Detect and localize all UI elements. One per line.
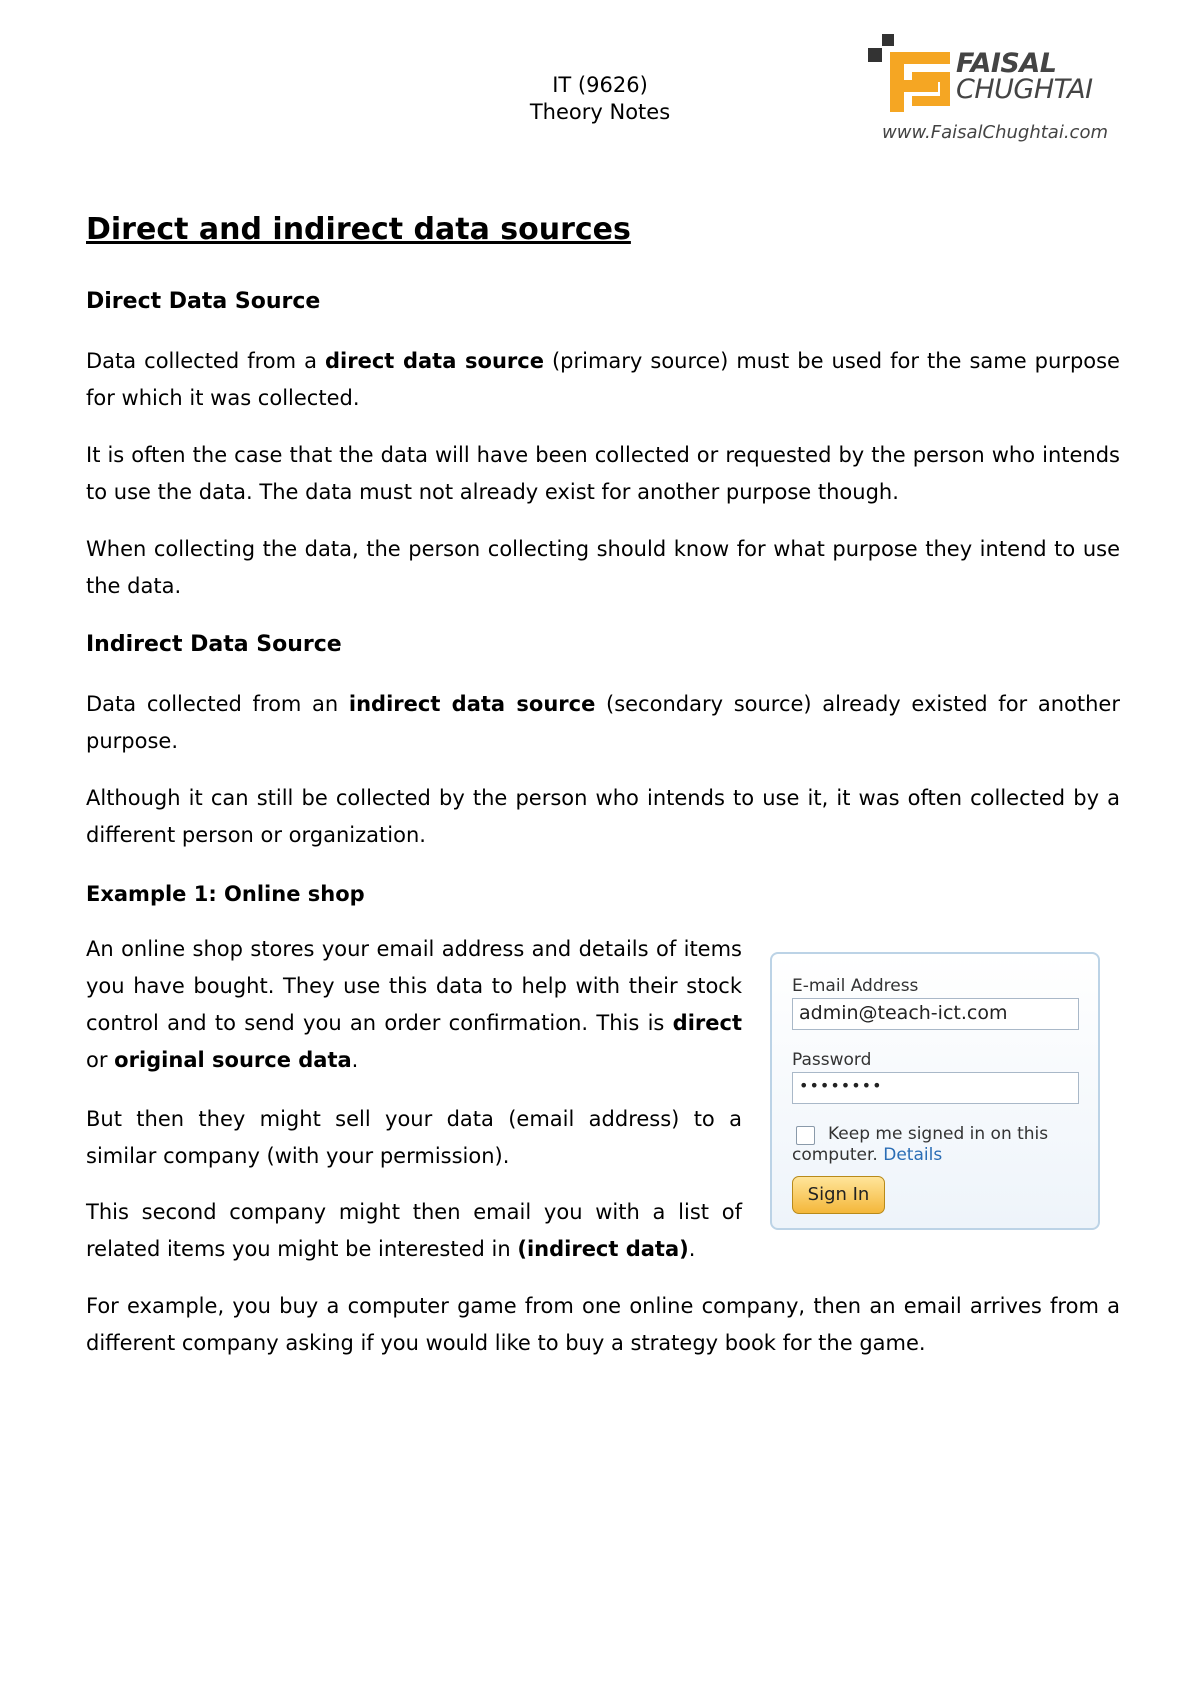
page-title: Direct and indirect data sources xyxy=(86,212,631,247)
text-run: Data collected from a xyxy=(86,349,325,373)
direct-paragraph-3: When collecting the data, the person collecting should know for what purpose they intend to use the data. xyxy=(86,537,1120,598)
notes-subtitle: Theory Notes xyxy=(529,100,671,124)
bold-term: (indirect data) xyxy=(517,1237,689,1261)
faisal-chughtai-logo xyxy=(868,34,1118,144)
logo-name-line1: FAISAL xyxy=(956,48,1057,79)
course-code: IT (9626) xyxy=(552,73,648,97)
sign-in-button[interactable]: Sign In xyxy=(792,1176,885,1214)
direct-paragraph-1 xyxy=(86,343,1120,417)
logo-url: www.FaisalChughtai.com xyxy=(882,122,1109,143)
indirect-paragraph-2: Although it can still be collected by the person who intends to use it, it was often collected by a different person or organization. xyxy=(86,786,1120,847)
text-run: An online shop stores your email address and details of items you have bought. They use this data to help with their stock control and to send you an order confirmation. This is xyxy=(86,937,742,1035)
example-paragraph-2: But then they might sell your data (email address) to a similar company (with your permission). xyxy=(86,1107,742,1168)
example-paragraph-3 xyxy=(86,1194,742,1268)
indirect-heading: Indirect Data Source xyxy=(86,632,342,657)
keep-signed-text: Keep me signed in on this computer. xyxy=(792,1124,1049,1165)
text-run: (primary source) must be used for the same purpose for which it was collected. xyxy=(86,349,1120,410)
indirect-paragraph-1 xyxy=(86,686,1120,760)
password-field[interactable]: •••••••• xyxy=(792,1072,1079,1104)
text-run: (secondary source) already existed for another purpose. xyxy=(86,692,1120,753)
direct-heading: Direct Data Source xyxy=(86,289,321,314)
bold-term: direct data source xyxy=(324,349,544,373)
email-field[interactable]: admin@teach-ict.com xyxy=(792,998,1079,1030)
text-run: or xyxy=(86,1048,115,1072)
text-run: . xyxy=(351,1048,359,1072)
bold-term: original source data xyxy=(114,1048,352,1072)
example-paragraph-1 xyxy=(86,931,742,1079)
keep-signed-in-label xyxy=(792,1124,1092,1166)
text-run: This second company might then email you with a list of related items you might be interested in xyxy=(86,1200,742,1261)
example-heading: Example 1: Online shop xyxy=(86,882,365,906)
bold-term: direct xyxy=(672,1011,742,1035)
login-form-image xyxy=(770,952,1100,1230)
email-label: E-mail Address xyxy=(792,976,919,996)
direct-paragraph-2: It is often the case that the data will have been collected or requested by the person who intends to use the data. The data must not already exist for another purpose though. xyxy=(86,443,1120,504)
details-link[interactable]: Details xyxy=(883,1145,943,1165)
logo-mark-icon xyxy=(868,34,958,124)
bold-term: indirect data source xyxy=(348,692,596,716)
password-label: Password xyxy=(792,1050,872,1070)
text-run: . xyxy=(688,1237,696,1261)
text-run: Data collected from an xyxy=(86,692,349,716)
example-paragraph-4: For example, you buy a computer game from one online company, then an email arrives from a different company asking if you would like to buy a strategy book for the game. xyxy=(86,1294,1120,1355)
logo-name-line2: CHUGHTAI xyxy=(956,74,1093,105)
